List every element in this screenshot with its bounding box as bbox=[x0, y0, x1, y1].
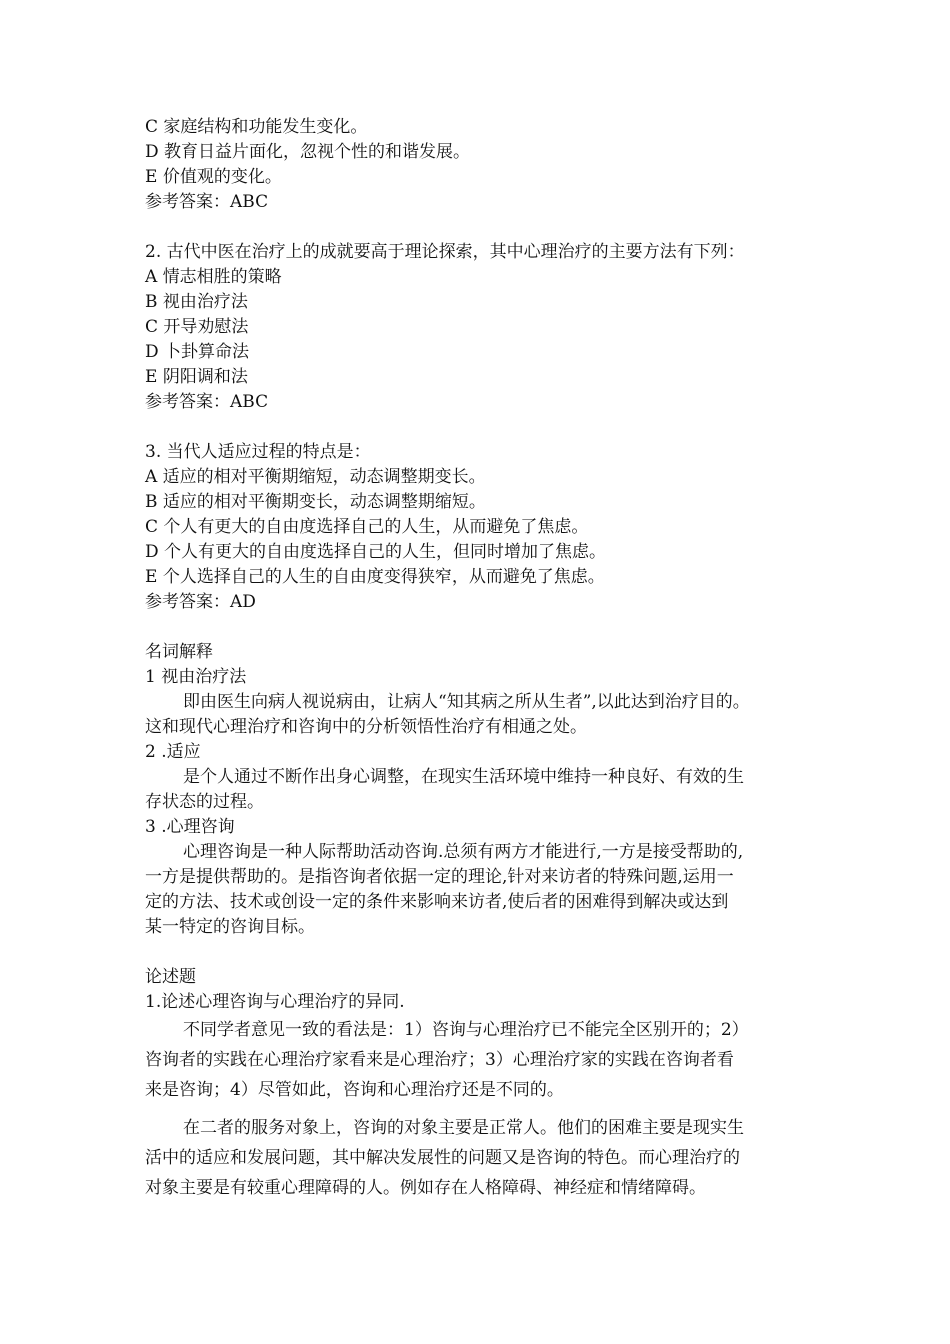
term-definition-line: 存状态的过程。 bbox=[145, 792, 264, 812]
answer-line: 参考答案：AD bbox=[145, 592, 256, 612]
paragraph-line: 咨询者的实践在心理治疗家看来是心理治疗；3）心理治疗家的实践在咨询者看 bbox=[145, 1050, 734, 1070]
paragraph-line: 不同学者意见一致的看法是：1）咨询与心理治疗已不能完全区别开的；2） bbox=[183, 1020, 749, 1040]
answer-line: 参考答案：ABC bbox=[145, 192, 269, 212]
paragraph-line: 对象主要是有较重心理障碍的人。例如存在人格障碍、神经症和情绪障碍。 bbox=[145, 1178, 706, 1198]
term-definition-line: 是个人通过不断作出身心调整，在现实生活环境中维持一种良好、有效的生 bbox=[183, 767, 744, 787]
section-heading: 名词解释 bbox=[145, 642, 213, 662]
section-heading: 论述题 bbox=[145, 967, 196, 987]
option-a: A 情志相胜的策略 bbox=[145, 267, 282, 287]
option-d: D 个人有更大的自由度选择自己的人生，但同时增加了焦虑。 bbox=[145, 542, 607, 562]
question-stem: 2. 古代中医在治疗上的成就要高于理论探索，其中心理治疗的主要方法有下列： bbox=[145, 242, 745, 262]
option-d: D 教育日益片面化，忽视个性的和谐发展。 bbox=[145, 142, 471, 162]
option-c: C 家庭结构和功能发生变化。 bbox=[145, 117, 368, 137]
paragraph-line: 在二者的服务对象上，咨询的对象主要是正常人。他们的困难主要是现实生 bbox=[183, 1118, 744, 1138]
term-title: 3 .心理咨询 bbox=[145, 817, 235, 837]
option-b: B 适应的相对平衡期变长，动态调整期缩短。 bbox=[145, 492, 486, 512]
term-title: 2 .适应 bbox=[145, 742, 201, 762]
option-e: E 阴阳调和法 bbox=[145, 367, 248, 387]
essay-question: 1.论述心理咨询与心理治疗的异同. bbox=[145, 992, 405, 1012]
term-definition-line: 一方是提供帮助的。是指咨询者依据一定的理论,针对来访者的特殊问题,运用一 bbox=[145, 867, 734, 887]
term-definition-line: 心理咨询是一种人际帮助活动咨询.总须有两方才能进行,一方是接受帮助的, bbox=[183, 842, 744, 862]
essay-paragraph-1 bbox=[145, 1015, 815, 1105]
question-1-tail bbox=[145, 115, 815, 215]
option-d: D 卜卦算命法 bbox=[145, 342, 250, 362]
answer-line: 参考答案：ABC bbox=[145, 392, 269, 412]
question-3 bbox=[145, 440, 815, 615]
term-definition-line: 定的方法、技术或创设一定的条件来影响来访者,使后者的困难得到解决或达到 bbox=[145, 892, 729, 912]
option-c: C 开导劝慰法 bbox=[145, 317, 249, 337]
paragraph-line: 来是咨询；4）尽管如此，咨询和心理治疗还是不同的。 bbox=[145, 1080, 564, 1100]
option-c: C 个人有更大的自由度选择自己的人生，从而避免了焦虑。 bbox=[145, 517, 589, 537]
term-definition-line: 某一特定的咨询目标。 bbox=[145, 917, 315, 937]
essay-section bbox=[145, 965, 815, 1203]
terms-section bbox=[145, 640, 815, 940]
question-2 bbox=[145, 240, 815, 415]
essay-paragraph-2 bbox=[145, 1113, 815, 1203]
question-stem: 3. 当代人适应过程的特点是： bbox=[145, 442, 371, 462]
option-b: B 视由治疗法 bbox=[145, 292, 248, 312]
option-e: E 价值观的变化。 bbox=[145, 167, 282, 187]
paragraph-line: 活中的适应和发展问题，其中解决发展性的问题又是咨询的特色。而心理治疗的 bbox=[145, 1148, 740, 1168]
term-definition-line: 这和现代心理治疗和咨询中的分析领悟性治疗有相通之处。 bbox=[145, 717, 587, 737]
document-body bbox=[145, 115, 815, 1203]
option-e: E 个人选择自己的人生的自由度变得狭窄，从而避免了焦虑。 bbox=[145, 567, 605, 587]
term-definition-line: 即由医生向病人视说病由，让病人“知其病之所从生者”,以此达到治疗目的。 bbox=[183, 692, 750, 712]
option-a: A 适应的相对平衡期缩短，动态调整期变长。 bbox=[145, 467, 486, 487]
term-title: 1 视由治疗法 bbox=[145, 667, 247, 687]
